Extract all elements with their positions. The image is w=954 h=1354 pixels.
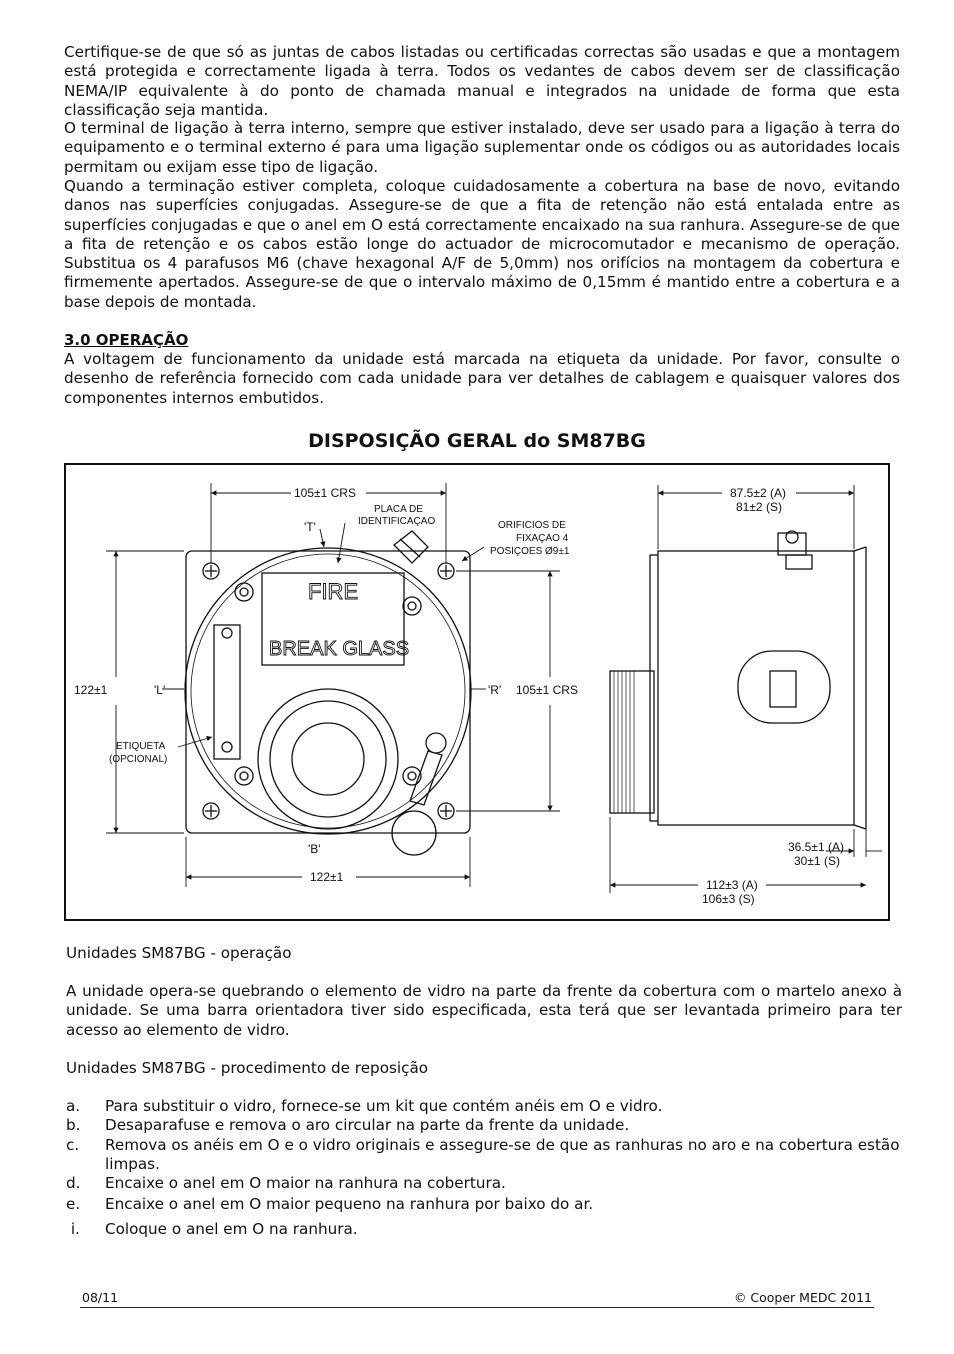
total-a-label: 112±3 (A) bbox=[706, 878, 758, 892]
hammer-icon bbox=[392, 733, 446, 855]
list-text: Desaparafuse e remova o aro circular na parte da frente da unidade. bbox=[105, 1116, 630, 1135]
side-gland-icon bbox=[778, 531, 812, 569]
list-marker: b. bbox=[66, 1116, 81, 1135]
footer-copyright: © Cooper MEDC 2011 bbox=[733, 1290, 872, 1305]
list-marker: a. bbox=[66, 1097, 81, 1115]
paragraph-operation: A unidade opera-se quebrando o elemento de vidro na parte da frente da cobertura com o martelo anexo à unidade. Se uma barra orientadora tiver sido especificada, esta terá que ser levantada primeiro para ter acesso ao elemento de vidro. bbox=[66, 982, 902, 1039]
side-width-s-label: 81±2 (S) bbox=[736, 500, 782, 514]
paragraph-voltage: A voltagem de funcionamento da unidade está marcada na etiqueta da unidade. Por favor, consulte o desenho de referência fornecido com cada unidade para ver detalhes de cablagem e quaisquer valores dos componentes internos embutidos. bbox=[64, 350, 900, 407]
general-arrangement-drawing bbox=[64, 463, 890, 921]
fixing-hole-icon bbox=[203, 803, 219, 819]
fixing-hole-icon bbox=[203, 563, 219, 579]
list-item bbox=[66, 1116, 906, 1135]
list-marker: e. bbox=[66, 1195, 81, 1214]
top-width-label: 105±1 CRS bbox=[294, 486, 356, 500]
list-marker: c. bbox=[66, 1135, 80, 1154]
left-height-label: 122±1 bbox=[74, 683, 108, 697]
side-view bbox=[610, 531, 866, 829]
glass-ring bbox=[258, 689, 398, 829]
total-s-label: 106±3 (S) bbox=[702, 892, 755, 906]
mark-b: 'B' bbox=[308, 842, 321, 856]
side-window bbox=[738, 651, 830, 723]
plate-note-line2: IDENTIFICAÇAO bbox=[358, 516, 436, 527]
label-strip bbox=[214, 625, 240, 759]
list-text: Remova os anéis em O e o vidro originais e assegure-se de que as ranhuras no aro e na cobertura estão limpas. bbox=[105, 1135, 900, 1173]
fire-label: FIRE bbox=[308, 579, 359, 604]
fixing-hole-icon bbox=[438, 803, 454, 819]
holes-note-line2: FIXAÇAO 4 bbox=[516, 533, 569, 544]
list-text: Coloque o anel em O na ranhura. bbox=[105, 1219, 358, 1238]
paragraph-cable-glands: Certifique-se de que só as juntas de cabos listadas ou certificadas correctas são usadas e que a montagem está protegida e correctamente ligada à terra. Todos os vedantes de cabos devem ser de classificação NEMA/IP equivalente à do ponto de chamada manual e integrados na unidade de forma que esta classificação seja mantida. bbox=[64, 43, 900, 119]
mark-t: 'T' bbox=[304, 520, 316, 534]
paragraph-earth-terminal: O terminal de ligação à terra interno, sempre que estiver instalado, deve ser usado para a ligação à terra do equipamento e o terminal externo é para uma ligação suplementar onde os códigos ou as autoridades locais permitam ou exijam esse tipo de ligação. bbox=[64, 119, 900, 176]
fixing-hole-icon bbox=[438, 563, 454, 579]
list-text: Encaixe o anel em O maior pequeno na ranhura por baixo do ar. bbox=[105, 1195, 594, 1214]
list-marker: i. bbox=[66, 1219, 80, 1238]
depth-s-label: 30±1 (S) bbox=[794, 854, 840, 868]
bottom-width-label: 122±1 bbox=[310, 870, 344, 884]
mark-l: 'L' bbox=[154, 683, 166, 697]
holes-note-line1: ORIFICIOS DE bbox=[498, 520, 566, 531]
right-height-label: 105±1 CRS bbox=[516, 683, 578, 697]
footer-date: 08/11 bbox=[82, 1290, 119, 1305]
caption-reset-procedure: Unidades SM87BG - procedimento de reposição bbox=[66, 1059, 429, 1077]
list-item bbox=[66, 1220, 906, 1239]
caption-operation: Unidades SM87BG - operação bbox=[66, 944, 292, 962]
list-item bbox=[66, 1174, 906, 1193]
mark-r: 'R' bbox=[488, 683, 502, 697]
list-item bbox=[66, 1136, 906, 1175]
list-text: Encaixe o anel em O maior na ranhura na cobertura. bbox=[105, 1174, 506, 1193]
side-width-a-label: 87.5±2 (A) bbox=[730, 486, 786, 500]
break-glass-label: BREAK GLASS bbox=[269, 638, 410, 660]
label-note-line1: ETIQUETA bbox=[116, 741, 166, 752]
side-bezel bbox=[610, 671, 654, 813]
list-text: Para substituir o vidro, fornece-se um kit que contém anéis em O e vidro. bbox=[105, 1097, 663, 1115]
list-item bbox=[66, 1097, 906, 1116]
reset-steps-list bbox=[66, 1097, 906, 1239]
paragraph-termination: Quando a terminação estiver completa, coloque cuidadosamente a cobertura na base de novo, evitando danos nas superfícies conjugadas. Assegure-se de que a fita de retenção não está entalada entre as superfícies conjugadas e que o anel em O está correctamente encaixado na sua ranhura. Assegure-se de que a fita de retenção e os cabos estão longe do actuador de microcomutador e mecanismo de operação. Substitua os 4 parafusos M6 (chave hexagonal A/F de 5,0mm) nos orifícios na montagem da cobertura e firmemente apertados. Assegure-se de que o intervalo máximo de 0,15mm é mantido entre a cobertura e a base depois de montada. bbox=[64, 177, 900, 311]
gland-icon bbox=[394, 531, 428, 563]
depth-a-label: 36.5±1 (A) bbox=[788, 840, 844, 854]
holes-note-line3: POSIÇOES Ø9±1 bbox=[490, 546, 570, 557]
footer-divider bbox=[80, 1307, 874, 1308]
list-item bbox=[66, 1195, 906, 1214]
plate-note-line1: PLACA DE bbox=[374, 504, 423, 515]
drawing-svg bbox=[66, 465, 888, 919]
section-heading-operation: 3.0 OPERAÇÃO bbox=[64, 331, 189, 349]
figure-title: DISPOSIÇÃO GERAL do SM87BG bbox=[308, 430, 646, 452]
list-marker: d. bbox=[66, 1174, 81, 1193]
label-note-line2: (OPCIONAL) bbox=[109, 754, 168, 765]
side-body bbox=[658, 551, 854, 825]
